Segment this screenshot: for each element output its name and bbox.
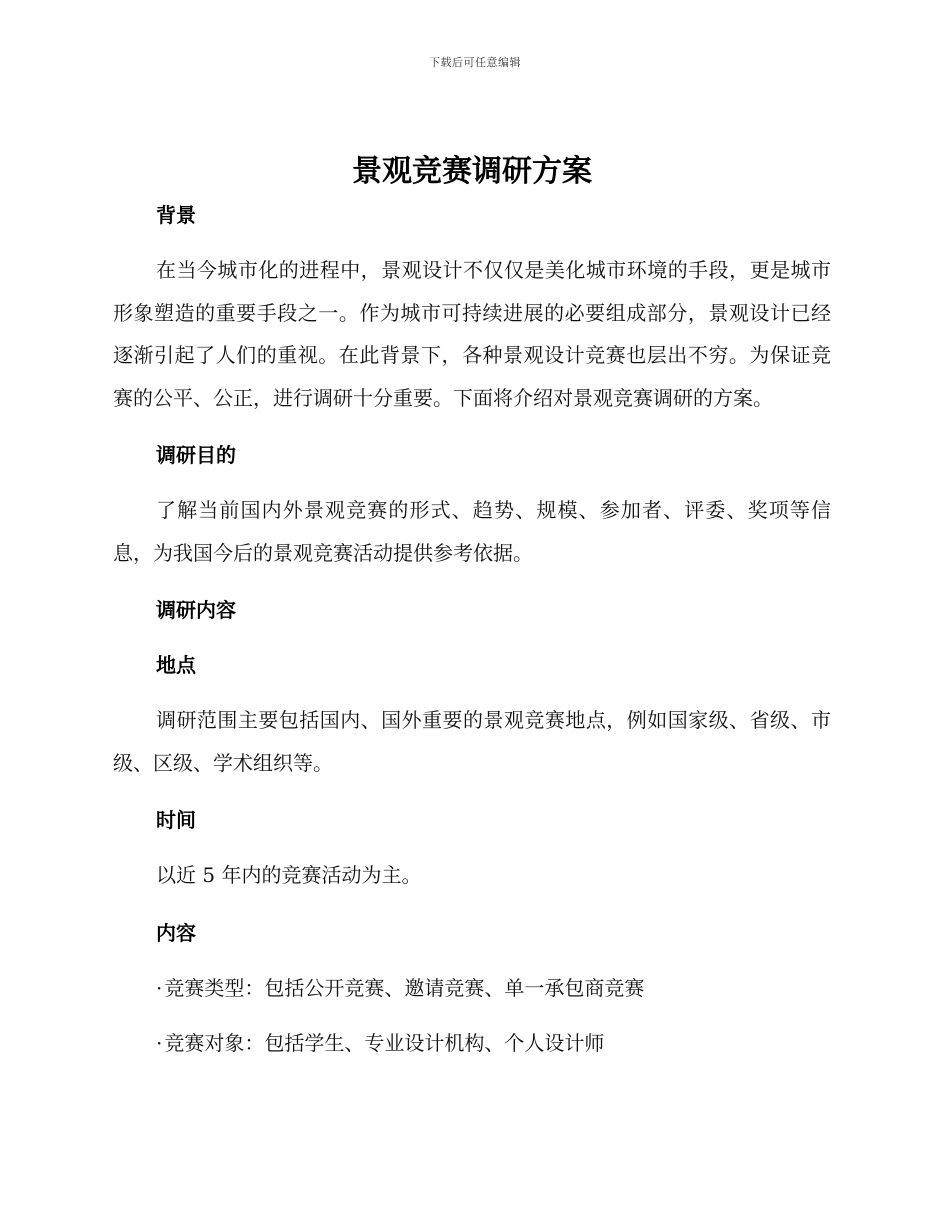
paragraph-background: 在当今城市化的进程中，景观设计不仅仅是美化城市环境的手段，更是城市形象塑造的重要手段之一。作为城市可持续进展的必要组成部分，景观设计已经逐渐引起了人们的重视。在此背景下，各种景观设计竞赛也层出不穷。为保证竞赛的公平、公正，进行调研十分重要。下面将介绍对景观竞赛调研的方案。 (113, 258, 831, 410)
document-title: 景观竞赛调研方案 (352, 154, 592, 189)
heading-purpose: 调研目的 (156, 443, 236, 467)
heading-content: 内容 (156, 920, 196, 945)
document-body (113, 148, 831, 1060)
paragraph-time: 以近 5 年内的竞赛活动为主。 (156, 863, 422, 887)
paragraph-purpose: 了解当前国内外景观竞赛的形式、趋势、规模、参加者、评委、奖项等信息，为我国今后的景观竞赛活动提供参考依据。 (113, 498, 831, 565)
paragraph-location: 调研范围主要包括国内、国外重要的景观竞赛地点，例如国家级、省级、市级、区级、学术组织等。 (113, 708, 831, 775)
bullet-marker: · (156, 1030, 163, 1055)
heading-background: 背景 (156, 203, 196, 227)
list-item (113, 1026, 831, 1060)
heading-scope: 调研内容 (156, 598, 236, 622)
list-item-text: 竞赛类型：包括公开竞赛、邀请竞赛、单一承包商竞赛 (164, 975, 645, 1000)
page-header-note: 下载后可任意编辑 (429, 56, 521, 69)
list-item (113, 971, 831, 1005)
heading-location: 地点 (156, 653, 196, 677)
bullet-marker: · (156, 975, 163, 1000)
list-item-text: 竞赛对象：包括学生、专业设计机构、个人设计师 (164, 1030, 605, 1055)
heading-time: 时间 (156, 808, 196, 832)
